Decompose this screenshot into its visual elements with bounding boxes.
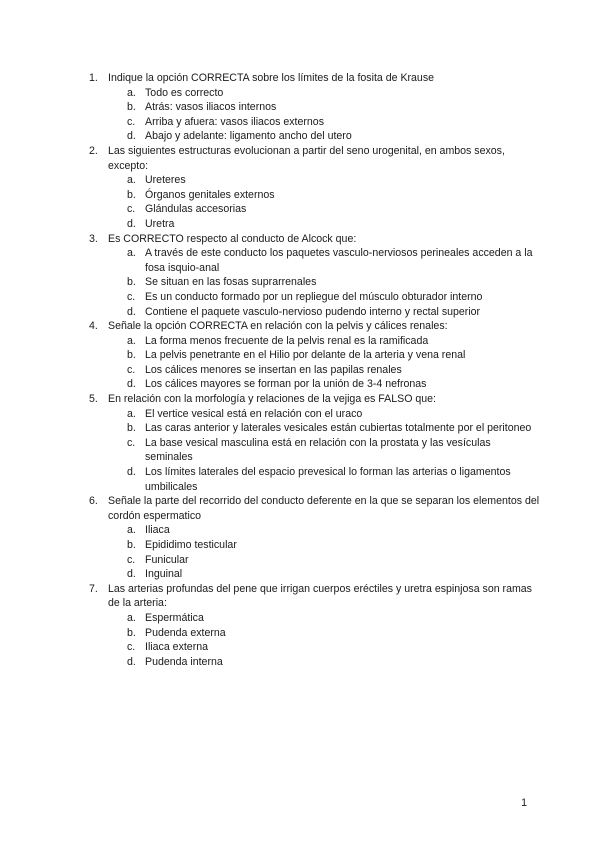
option-letter: b.	[127, 422, 136, 435]
answer-option	[0, 202, 600, 217]
answer-option	[0, 275, 600, 290]
option-letter: c.	[127, 290, 136, 303]
option-text: Los límites laterales del espacio prevesical lo forman las arterias o ligamentos umbilicales	[145, 466, 511, 493]
question-item	[0, 232, 600, 247]
answer-option	[0, 436, 600, 465]
option-text: Los cálices menores se insertan en las papilas renales	[145, 363, 402, 376]
option-text: El vertice vesical está en relación con el uraco	[145, 407, 363, 420]
option-letter: a.	[127, 86, 136, 99]
option-text: Uretra	[145, 217, 175, 230]
question-block	[0, 582, 600, 670]
option-letter: b.	[127, 349, 136, 362]
option-letter: a.	[127, 407, 136, 420]
question-number: 3.	[89, 232, 98, 245]
option-text: Glándulas accesorias	[145, 203, 247, 216]
option-letter: c.	[127, 363, 136, 376]
option-text: Los cálices mayores se forman por la unión de 3-4 nefronas	[145, 378, 427, 391]
option-letter: b.	[127, 276, 136, 289]
question-block	[0, 232, 600, 320]
option-letter: a.	[127, 611, 136, 624]
question-text: Indique la opción CORRECTA sobre los límites de la fosita de Krause	[108, 72, 435, 84]
option-text: Atrás: vasos iliacos internos	[145, 101, 277, 114]
answer-option	[0, 538, 600, 553]
answer-option	[0, 290, 600, 305]
question-list	[0, 71, 600, 669]
answer-option	[0, 334, 600, 349]
option-text: Contiene el paquete vasculo-nervioso pudendo interno y rectal superior	[145, 305, 481, 318]
option-letter: a.	[127, 524, 136, 537]
option-text: Se situan en las fosas suprarrenales	[145, 276, 317, 289]
question-number: 6.	[89, 495, 98, 508]
option-letter: c.	[127, 553, 136, 566]
option-text: Espermática	[145, 611, 204, 624]
answer-option	[0, 86, 600, 101]
option-letter: d.	[127, 305, 136, 318]
option-text: Epididimo testicular	[145, 539, 237, 551]
answer-option	[0, 407, 600, 422]
question-number: 2.	[89, 144, 98, 157]
answer-option	[0, 640, 600, 655]
option-letter: b.	[127, 188, 136, 201]
question-text: En relación con la morfología y relaciones de la vejiga es FALSO que:	[108, 393, 437, 406]
option-text: La base vesical masculina está en relación con la prostata y las vesículas seminales	[145, 436, 491, 464]
option-letter: d.	[127, 130, 136, 143]
answer-option	[0, 173, 600, 188]
question-item	[0, 319, 600, 334]
option-text: Arriba y afuera: vasos iliacos externos	[145, 115, 324, 128]
option-text: La pelvis penetrante en el Hilio por delante de la arteria y vena renal	[145, 349, 466, 362]
option-text: Iliaca	[145, 524, 170, 537]
option-text: Las caras anterior y laterales vesicales están cubiertas totalmente por el peritoneo	[145, 422, 532, 435]
question-number: 1.	[89, 72, 98, 84]
answer-option	[0, 217, 600, 232]
question-item	[0, 144, 600, 173]
option-letter: c.	[127, 203, 136, 216]
answer-option	[0, 305, 600, 320]
question-number: 5.	[89, 393, 98, 406]
option-letter: a.	[127, 247, 136, 260]
question-block	[0, 71, 600, 144]
option-text: A través de este conducto los paquetes vasculo-nerviosos perineales acceden a la fosa isquio-anal	[145, 247, 533, 274]
answer-option	[0, 363, 600, 378]
option-text: Todo es correcto	[145, 86, 224, 99]
option-letter: d.	[127, 466, 136, 479]
answer-option	[0, 115, 600, 130]
question-item	[0, 71, 600, 86]
question-text: Señale la parte del recorrido del conducto deferente en la que se separan los elementos del cordón espermatico	[108, 495, 540, 522]
answer-option	[0, 567, 600, 582]
question-text: Las arterias profundas del pene que irrigan cuerpos eréctiles y uretra espinjosa son ramas de la arteria:	[108, 582, 532, 610]
answer-option	[0, 465, 600, 494]
option-text: Es un conducto formado por un repliegue del músculo obturador interno	[145, 290, 483, 303]
answer-option	[0, 553, 600, 568]
answer-option	[0, 377, 600, 392]
question-block	[0, 392, 600, 494]
answer-option	[0, 626, 600, 641]
option-letter: c.	[127, 436, 136, 449]
option-text: Órganos genitales externos	[145, 188, 275, 201]
answer-option	[0, 246, 600, 275]
question-block	[0, 494, 600, 582]
question-block	[0, 319, 600, 392]
answer-option	[0, 100, 600, 115]
option-letter: b.	[127, 626, 136, 639]
question-text: Es CORRECTO respecto al conducto de Alcock que:	[108, 232, 357, 245]
option-letter: b.	[127, 101, 136, 114]
answer-option	[0, 188, 600, 203]
option-letter: a.	[127, 174, 136, 187]
option-letter: b.	[127, 539, 136, 551]
question-number: 4.	[89, 320, 98, 333]
option-text: Iliaca externa	[145, 641, 209, 654]
answer-option	[0, 655, 600, 670]
option-text: Ureteres	[145, 174, 186, 187]
option-letter: c.	[127, 115, 136, 128]
option-letter: d.	[127, 655, 136, 668]
question-text: Las siguientes estructuras evolucionan a partir del seno urogenital, en ambos sexos, excepto:	[108, 144, 505, 172]
option-letter: a.	[127, 334, 136, 347]
page-number: 1	[521, 797, 527, 809]
answer-option	[0, 348, 600, 363]
option-letter: d.	[127, 568, 136, 581]
option-letter: c.	[127, 641, 136, 654]
question-number: 7.	[89, 582, 98, 595]
option-text: La forma menos frecuente de la pelvis renal es la ramificada	[145, 334, 429, 347]
option-text: Pudenda interna	[145, 655, 223, 668]
question-item	[0, 392, 600, 407]
option-text: Inguinal	[145, 568, 183, 581]
option-letter: d.	[127, 217, 136, 230]
question-block	[0, 144, 600, 232]
question-item	[0, 494, 600, 523]
question-text: Señale la opción CORRECTA en relación con la pelvis y cálices renales:	[108, 320, 448, 333]
option-text: Pudenda externa	[145, 626, 226, 639]
option-letter: d.	[127, 378, 136, 391]
option-text: Abajo y adelante: ligamento ancho del utero	[145, 130, 352, 143]
answer-option	[0, 611, 600, 626]
option-text: Funicular	[145, 553, 189, 566]
answer-option	[0, 523, 600, 538]
question-item	[0, 582, 600, 611]
answer-option	[0, 129, 600, 144]
answer-option	[0, 421, 600, 436]
